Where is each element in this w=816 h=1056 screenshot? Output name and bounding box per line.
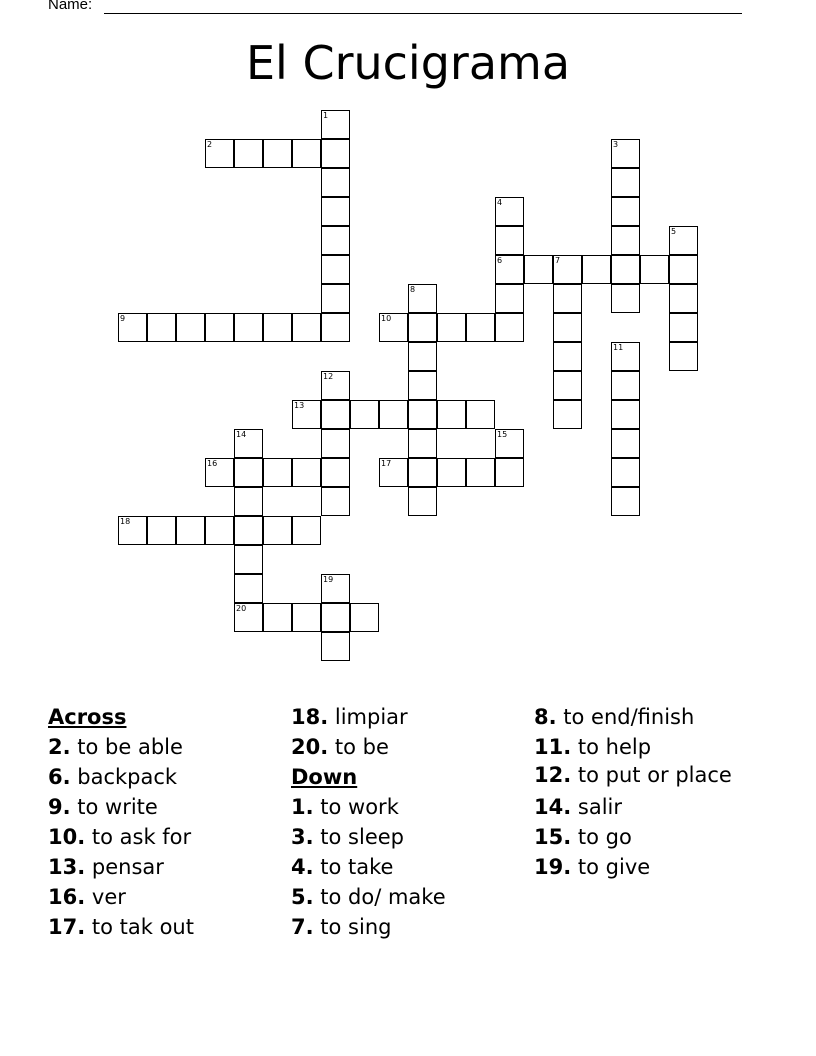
clue-text: to go [577,825,632,849]
clue-text: pensar [91,855,164,879]
grid-cell[interactable] [611,139,640,168]
clue-text: to give [577,855,651,879]
clue-num: 10. [48,825,86,849]
clue-item [291,882,527,912]
clue-number: 8 [410,285,416,294]
grid-cell[interactable] [408,342,437,371]
grid-cell[interactable] [553,400,582,429]
clue-item [291,912,527,942]
grid-cell[interactable] [379,313,408,342]
grid-cell[interactable] [176,516,205,545]
grid-cell[interactable] [321,226,350,255]
grid-cell[interactable] [669,313,698,342]
grid-cell[interactable] [553,342,582,371]
grid-cell[interactable] [611,197,640,226]
grid-cell[interactable] [466,313,495,342]
grid-cell[interactable] [553,284,582,313]
grid-cell[interactable] [321,313,350,342]
grid-cell[interactable] [176,313,205,342]
clue-item [534,732,770,762]
grid-cell[interactable] [263,458,292,487]
grid-cell[interactable] [611,371,640,400]
grid-cell[interactable] [495,284,524,313]
clue-text: to be [334,735,389,759]
clue-num: 9. [48,795,71,819]
grid-cell[interactable] [408,371,437,400]
grid-cell[interactable] [321,429,350,458]
grid-cell[interactable] [292,603,321,632]
clue-number: 2 [207,140,213,149]
clue-text: to do/ make [320,885,446,909]
grid-cell[interactable] [350,603,379,632]
grid-cell[interactable] [205,516,234,545]
clue-num: 1. [291,795,314,819]
clue-num: 18. [291,705,329,729]
clue-item [291,852,527,882]
grid-cell[interactable] [147,516,176,545]
clue-text: to ask for [91,825,192,849]
grid-cell[interactable] [292,313,321,342]
grid-cell[interactable] [408,400,437,429]
grid-cell[interactable] [553,313,582,342]
clue-text: salir [577,795,623,819]
clue-number: 13 [294,401,305,410]
page-title: El Crucigrama [245,36,571,90]
grid-cell[interactable] [321,487,350,516]
clue-item [48,912,284,942]
grid-cell[interactable] [292,139,321,168]
clue-num: 16. [48,885,86,909]
grid-cell[interactable] [611,284,640,313]
grid-cell[interactable] [553,255,582,284]
clue-number: 11 [613,343,624,352]
clue-item [534,702,770,732]
clue-num: 13. [48,855,86,879]
grid-cell[interactable] [379,400,408,429]
clue-text: to work [320,795,399,819]
grid-cell[interactable] [466,400,495,429]
grid-cell[interactable] [234,574,263,603]
clue-text: to write [77,795,158,819]
across-heading: Across [48,705,127,729]
clue-number: 12 [323,372,334,381]
grid-cell[interactable] [321,400,350,429]
grid-cell[interactable] [437,400,466,429]
grid-cell[interactable] [263,603,292,632]
clue-number: 6 [497,256,503,265]
grid-cell[interactable] [292,458,321,487]
clue-num: 3. [291,825,314,849]
grid-cell[interactable] [321,603,350,632]
clue-text: to end/finish [563,705,695,729]
grid-cell[interactable] [553,371,582,400]
grid-cell[interactable] [321,284,350,313]
grid-cell[interactable] [350,400,379,429]
clue-text: to help [577,735,652,759]
grid-cell[interactable] [495,226,524,255]
clue-number: 20 [236,604,247,613]
grid-cell[interactable] [234,458,263,487]
clue-num: 8. [534,705,557,729]
grid-cell[interactable] [292,400,321,429]
grid-cell[interactable] [495,429,524,458]
clue-num: 20. [291,735,329,759]
clue-number: 9 [120,314,126,323]
grid-cell[interactable] [205,458,234,487]
grid-cell[interactable] [495,313,524,342]
grid-cell[interactable] [379,458,408,487]
grid-cell[interactable] [611,400,640,429]
grid-cell[interactable] [408,487,437,516]
grid-cell[interactable] [234,313,263,342]
grid-cell[interactable] [118,516,147,545]
grid-cell[interactable] [466,458,495,487]
clue-text: to sleep [320,825,404,849]
grid-cell[interactable] [611,342,640,371]
clue-number: 1 [323,111,329,120]
clue-num: 5. [291,885,314,909]
clue-number: 4 [497,198,503,207]
clue-num: 14. [534,795,572,819]
grid-cell[interactable] [234,139,263,168]
grid-cell[interactable] [321,371,350,400]
clue-column-1 [48,702,284,942]
clue-num: 17. [48,915,86,939]
grid-cell[interactable] [524,255,553,284]
grid-cell[interactable] [495,458,524,487]
grid-cell[interactable] [234,603,263,632]
clue-num: 2. [48,735,71,759]
clue-column-2 [291,702,527,942]
clue-text: to tak out [91,915,194,939]
grid-cell[interactable] [582,255,611,284]
clue-item [534,852,770,882]
grid-cell[interactable] [147,313,176,342]
clue-item [48,852,284,882]
clue-item [534,762,770,792]
grid-cell[interactable] [611,487,640,516]
grid-cell[interactable] [263,139,292,168]
down-heading: Down [291,765,358,789]
clue-number: 17 [381,459,392,468]
grid-cell[interactable] [437,458,466,487]
grid-cell[interactable] [118,313,147,342]
clue-num: 4. [291,855,314,879]
clue-number: 18 [120,517,131,526]
grid-cell[interactable] [234,545,263,574]
grid-cell[interactable] [234,487,263,516]
clue-num: 6. [48,765,71,789]
grid-cell[interactable] [669,226,698,255]
grid-cell[interactable] [611,168,640,197]
clue-num: 12. [534,763,572,787]
clue-item [534,822,770,852]
clue-item [48,762,284,792]
clue-text: ver [91,885,126,909]
clue-text: to put or place [577,763,732,787]
grid-cell[interactable] [611,429,640,458]
clue-text: to take [320,855,394,879]
clue-text: backpack [77,765,178,789]
clue-item [48,792,284,822]
grid-cell[interactable] [669,342,698,371]
grid-cell[interactable] [234,516,263,545]
grid-cell[interactable] [321,168,350,197]
grid-cell[interactable] [408,429,437,458]
grid-cell[interactable] [263,516,292,545]
clue-item [48,732,284,762]
grid-cell[interactable] [611,226,640,255]
clue-number: 19 [323,575,334,584]
clue-item [48,882,284,912]
name-label: Name: [48,0,93,13]
clue-number: 3 [613,140,619,149]
grid-cell[interactable] [611,458,640,487]
grid-cell[interactable] [321,139,350,168]
grid-cell[interactable] [408,458,437,487]
grid-cell[interactable] [234,429,263,458]
grid-cell[interactable] [669,284,698,313]
clue-item [291,732,527,762]
clue-number: 16 [207,459,218,468]
clue-text: to be able [77,735,183,759]
grid-cell[interactable] [495,255,524,284]
grid-cell[interactable] [321,574,350,603]
grid-cell[interactable] [640,255,669,284]
clue-item [534,792,770,822]
clue-column-3 [534,702,770,882]
clue-text: to sing [320,915,392,939]
grid-cell[interactable] [495,197,524,226]
clue-item [48,822,284,852]
clue-item [291,702,527,732]
grid-cell[interactable] [321,197,350,226]
grid-cell[interactable] [205,139,234,168]
grid-cell[interactable] [321,255,350,284]
clue-number: 14 [236,430,247,439]
grid-cell[interactable] [321,632,350,661]
clue-item [291,822,527,852]
grid-cell[interactable] [611,255,640,284]
grid-cell[interactable] [321,458,350,487]
clue-number: 7 [555,256,561,265]
grid-cell[interactable] [263,313,292,342]
grid-cell[interactable] [292,516,321,545]
grid-cell[interactable] [669,255,698,284]
clue-num: 7. [291,915,314,939]
grid-cell[interactable] [321,110,350,139]
clue-num: 11. [534,735,572,759]
clue-text: limpiar [334,705,408,729]
clue-number: 15 [497,430,508,439]
clue-num: 19. [534,855,572,879]
grid-cell[interactable] [408,313,437,342]
clue-number: 5 [671,227,677,236]
grid-cell[interactable] [408,284,437,313]
clue-number: 10 [381,314,392,323]
clue-num: 15. [534,825,572,849]
grid-cell[interactable] [437,313,466,342]
grid-cell[interactable] [205,313,234,342]
clue-item [291,792,527,822]
